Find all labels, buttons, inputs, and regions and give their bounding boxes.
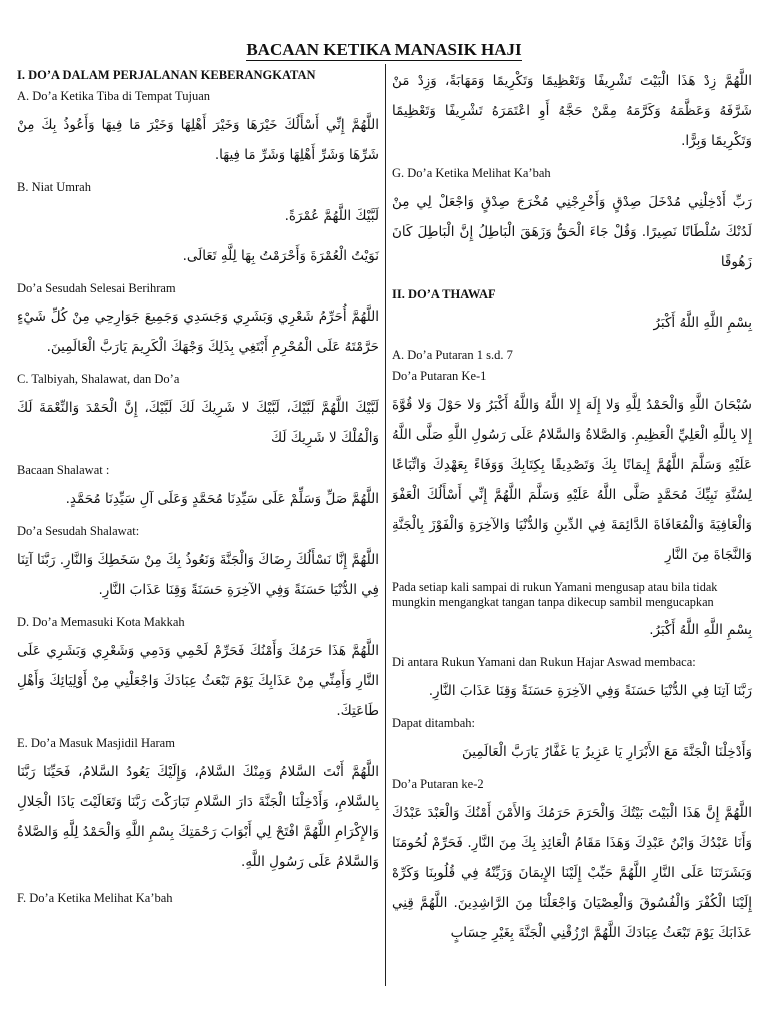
heading-added: Dapat ditambah:: [392, 716, 475, 730]
arabic-text-b2: نَوَيْتُ الْعُمْرَةَ وَأَحْرَمْتُ بِهَا لِلَّهِ تَعَالَى.: [182, 248, 379, 264]
arabic-text-a: اللَّهُمَّ إِنِّي أَسْأَلُكَ خَيْرَهَا وَخَيْرَ أَهْلِهَا وَخَيْرَ مَا فِيهَا وَأَعُوذُ بِكَ مِنْ شَرِّهَا وَشَرِّ أَهْلِهَا وَشَرِّ مَا فِيهَا.: [17, 117, 379, 163]
arabic-text-e: اللَّهُمَّ أَنْتَ السَّلامُ وَمِنْكَ السَّلامُ، وَإِلَيْكَ يَعُودُ السَّلامُ، فَحَيِّنَا رَبَّنَا بِالسَّلامِ، وَأَدْخِلْنَا الْجَنَّةَ دَارَ السَّلامِ تَبَارَكْتَ رَبَّنَا وَتَعَالَيْتَ يَاذَا الْجَلالِ وَالإِكْرَامِ اللَّهُمَّ افْتَحْ لِي أَبْوَابَ رَحْمَتِكَ بِسْمِ اللَّهِ وَالْحَمْدُ لِلَّهِ وَالصَّلاةُ وَالسَّلامُ عَلَى رَسُولِ اللَّهِ.: [17, 764, 379, 870]
heading-g: G. Do’a Ketika Melihat Ka’bah: [392, 166, 551, 180]
arabic-text-after-shalawat: اللَّهُمَّ إِنَّا نَسْأَلُكَ رِضَاكَ وَالْجَنَّةَ وَنَعُوذُ بِكَ مِنْ سَخَطِكَ وَالنَّارِ. رَبَّنَا آتِنَا فِي الدُّنْيَا حَسَنَةً وَفِي الآخِرَةِ حَسَنَةً وَقِنَا عَذَابَ النَّارِ.: [17, 552, 379, 598]
arabic-text-b1: لَبَّيْكَ اللَّهُمَّ عُمْرَةً.: [284, 208, 379, 224]
arabic-text-note: بِسْمِ اللَّهِ اللَّهُ أَكْبَرُ.: [649, 622, 752, 638]
heading-between-rukun: Di antara Rukun Yamani dan Rukun Hajar Aswad membaca:: [392, 655, 696, 669]
heading-putaran-1: Do’a Putaran Ke-1: [392, 369, 487, 383]
arabic-text-added: وَأَدْخِلْنَا الْجَنَّةَ مَعَ الأَبْرَارِ يَا عَزِيزُ يَا غَفَّارُ يَارَبَّ الْعَالَمِينَ: [462, 744, 752, 760]
arabic-text-ihram: اللَّهُمَّ أُحَرِّمُ شَعْرِي وَبَشَرِي وَجَسَدِي وَجَمِيعَ جَوَارِحِي مِنْ كُلِّ شَيْءٍ حَرَّمْتَهُ عَلَى الْمُحْرِمِ أَبْتَغِي بِذَلِكَ وَجْهَكَ الْكَرِيمَ يَارَبَّ الْعَالَمِينَ.: [17, 309, 379, 355]
right-column: [392, 66, 752, 958]
heading-after-shalawat: Do’a Sesudah Shalawat:: [17, 524, 140, 538]
arabic-text-g: رَبِّ أَدْخِلْنِي مُدْخَلَ صِدْقٍ وَأَخْرِجْنِي مُخْرَجَ صِدْقٍ وَاجْعَلْ لِي مِنْ لَدُنْكَ سُلْطَانًا نَصِيرًا. وَقُلْ جَاءَ الْحَقُّ وَزَهَقَ الْبَاطِلُ إِنَّ الْبَاطِلَ كَانَ زَهُوقًا: [392, 194, 752, 270]
arabic-text-putaran-1: سُبْحَانَ اللَّهِ وَالْحَمْدُ لِلَّهِ وَلا إِلَهَ إِلا اللَّهُ وَاللَّهُ أَكْبَرُ وَلا حَوْلَ وَلا قُوَّةَ إِلا بِاللَّهِ الْعَلِيِّ الْعَظِيمِ. وَالصَّلاةُ وَالسَّلامُ عَلَى رَسُولِ اللَّهِ صَلَّى اللَّهُ عَلَيْهِ وَسَلَّمَ اللَّهُمَّ إِيمَانًا بِكَ وَتَصْدِيقًا بِكِتَابِكَ وَوَفَاءً بِعَهْدِكَ وَاتِّبَاعًا لِسُنَّةِ نَبِيِّكَ مُحَمَّدٍ صَلَّى اللَّهُ عَلَيْهِ وَسَلَّمَ اللَّهُمَّ إِنِّي أَسْأَلُكَ الْعَفْوَ وَالْعَافِيَةَ وَالْمُعَافَاةَ الدَّائِمَةَ فِي الدِّينِ وَالدُّنْيَا وَالآخِرَةِ وَالْفَوْزَ بِالْجَنَّةِ وَالنَّجَاةَ مِنَ النَّارِ: [392, 397, 752, 563]
arabic-text-putaran-2: اللَّهُمَّ إِنَّ هَذَا الْبَيْتَ بَيْتُكَ وَالْحَرَمَ حَرَمُكَ وَالأَمْنَ أَمْنُكَ وَالْعَبْدَ عَبْدُكَ وَأَنَا عَبْدُكَ وَابْنُ عَبْدِكَ وَهَذَا مَقَامُ الْعَائِذِ بِكَ مِنَ النَّارِ. فَحَرِّمْ لُحُومَنَا وَبَشَرَتَنَا عَلَى النَّارِ اللَّهُمَّ حَبِّبْ إِلَيْنَا الإِيمَانَ وَزَيِّنْهُ فِي قُلُوبِنَا وَكَرِّهْ إِلَيْنَا الْكُفْرَ وَالْفُسُوقَ وَالْعِصْيَانَ وَاجْعَلْنَا مِنَ الرَّاشِدِينَ. اللَّهُمَّ قِنِي عَذَابَكَ يَوْمَ تَبْعَثُ عِبَادَكَ اللَّهُمَّ ارْزُقْنِي الْجَنَّةَ بِغَيْرِ حِسَابٍ: [392, 805, 752, 941]
arabic-text-between-rukun: رَبَّنَا آتِنَا فِي الدُّنْيَا حَسَنَةً وَفِي الآخِرَةِ حَسَنَةً وَقِنَا عَذَابَ النَّارِ.: [428, 683, 752, 699]
heading-f: F. Do’a Ketika Melihat Ka’bah: [17, 891, 173, 905]
column-divider: [385, 64, 386, 986]
heading-putaran-range: A. Do’a Putaran 1 s.d. 7: [392, 348, 513, 362]
section-heading-2: II. DO’A THAWAF: [392, 287, 496, 301]
heading-e: E. Do’a Masuk Masjidil Haram: [17, 736, 175, 750]
left-column: [17, 66, 379, 912]
heading-d: D. Do’a Memasuki Kota Makkah: [17, 615, 185, 629]
arabic-text-c: لَبَّيْكَ اللَّهُمَّ لَبَّيْكَ، لَبَّيْكَ لا شَرِيكَ لَكَ لَبَّيْكَ، إِنَّ الْحَمْدَ وَالنِّعْمَةَ لَكَ وَالْمُلْكَ لا شَرِيكَ لَكَ: [17, 400, 379, 446]
arabic-text-shalawat: اللَّهُمَّ صَلِّ وَسَلِّمْ عَلَى سَيِّدِنَا مُحَمَّدٍ وَعَلَى آلِ سَيِّدِنَا مُحَمَّدٍ.: [65, 491, 379, 507]
heading-b: B. Niat Umrah: [17, 180, 91, 194]
page-title: BACAAN KETIKA MANASIK HAJI: [246, 40, 522, 59]
heading-shalawat: Bacaan Shalawat :: [17, 463, 110, 477]
heading-putaran-2: Do’a Putaran ke-2: [392, 777, 484, 791]
arabic-text-d: اللَّهُمَّ هَذَا حَرَمُكَ وَأَمْنُكَ فَحَرِّمْ لَحْمِي وَدَمِي وَشَعْرِي وَبَشَرِي عَلَى النَّارِ وَأَمِنِّي مِنْ عَذَابِكَ يَوْمَ تَبْعَثُ عِبَادَكَ وَاجْعَلْنِي مِنْ أَوْلِيَائِكَ وَأَهْلِ طَاعَتِكَ.: [17, 643, 379, 719]
arabic-text-kabah: اللَّهُمَّ زِدْ هَذَا الْبَيْتَ تَشْرِيفًا وَتَعْظِيمًا وَتَكْرِيمًا وَمَهَابَةً، وَزِدْ مَنْ شَرَّفَهُ وَعَظَّمَهُ وَكَرَّمَهُ مِمَّنْ حَجَّهُ أَوِ اعْتَمَرَهُ تَشْرِيفًا وَتَعْظِيمًا وَتَكْرِيمًا وَبِرًّا.: [392, 73, 752, 149]
heading-c: C. Talbiyah, Shalawat, dan Do’a: [17, 372, 180, 386]
section-heading-1: I. DO’A DALAM PERJALANAN KEBERANGKATAN: [17, 68, 316, 82]
arabic-text-bismillah: بِسْمِ اللَّهِ اللَّهُ أَكْبَرُ: [653, 315, 752, 331]
note-rukun-yamani: Pada setiap kali sampai di rukun Yamani mengusap atau bila tidak mungkin mengangkat tangan tanpa dikecup sambil mengucapkan: [392, 580, 718, 609]
heading-a: A. Do’a Ketika Tiba di Tempat Tujuan: [17, 89, 210, 103]
heading-ihram: Do’a Sesudah Selesai Berihram: [17, 281, 176, 295]
